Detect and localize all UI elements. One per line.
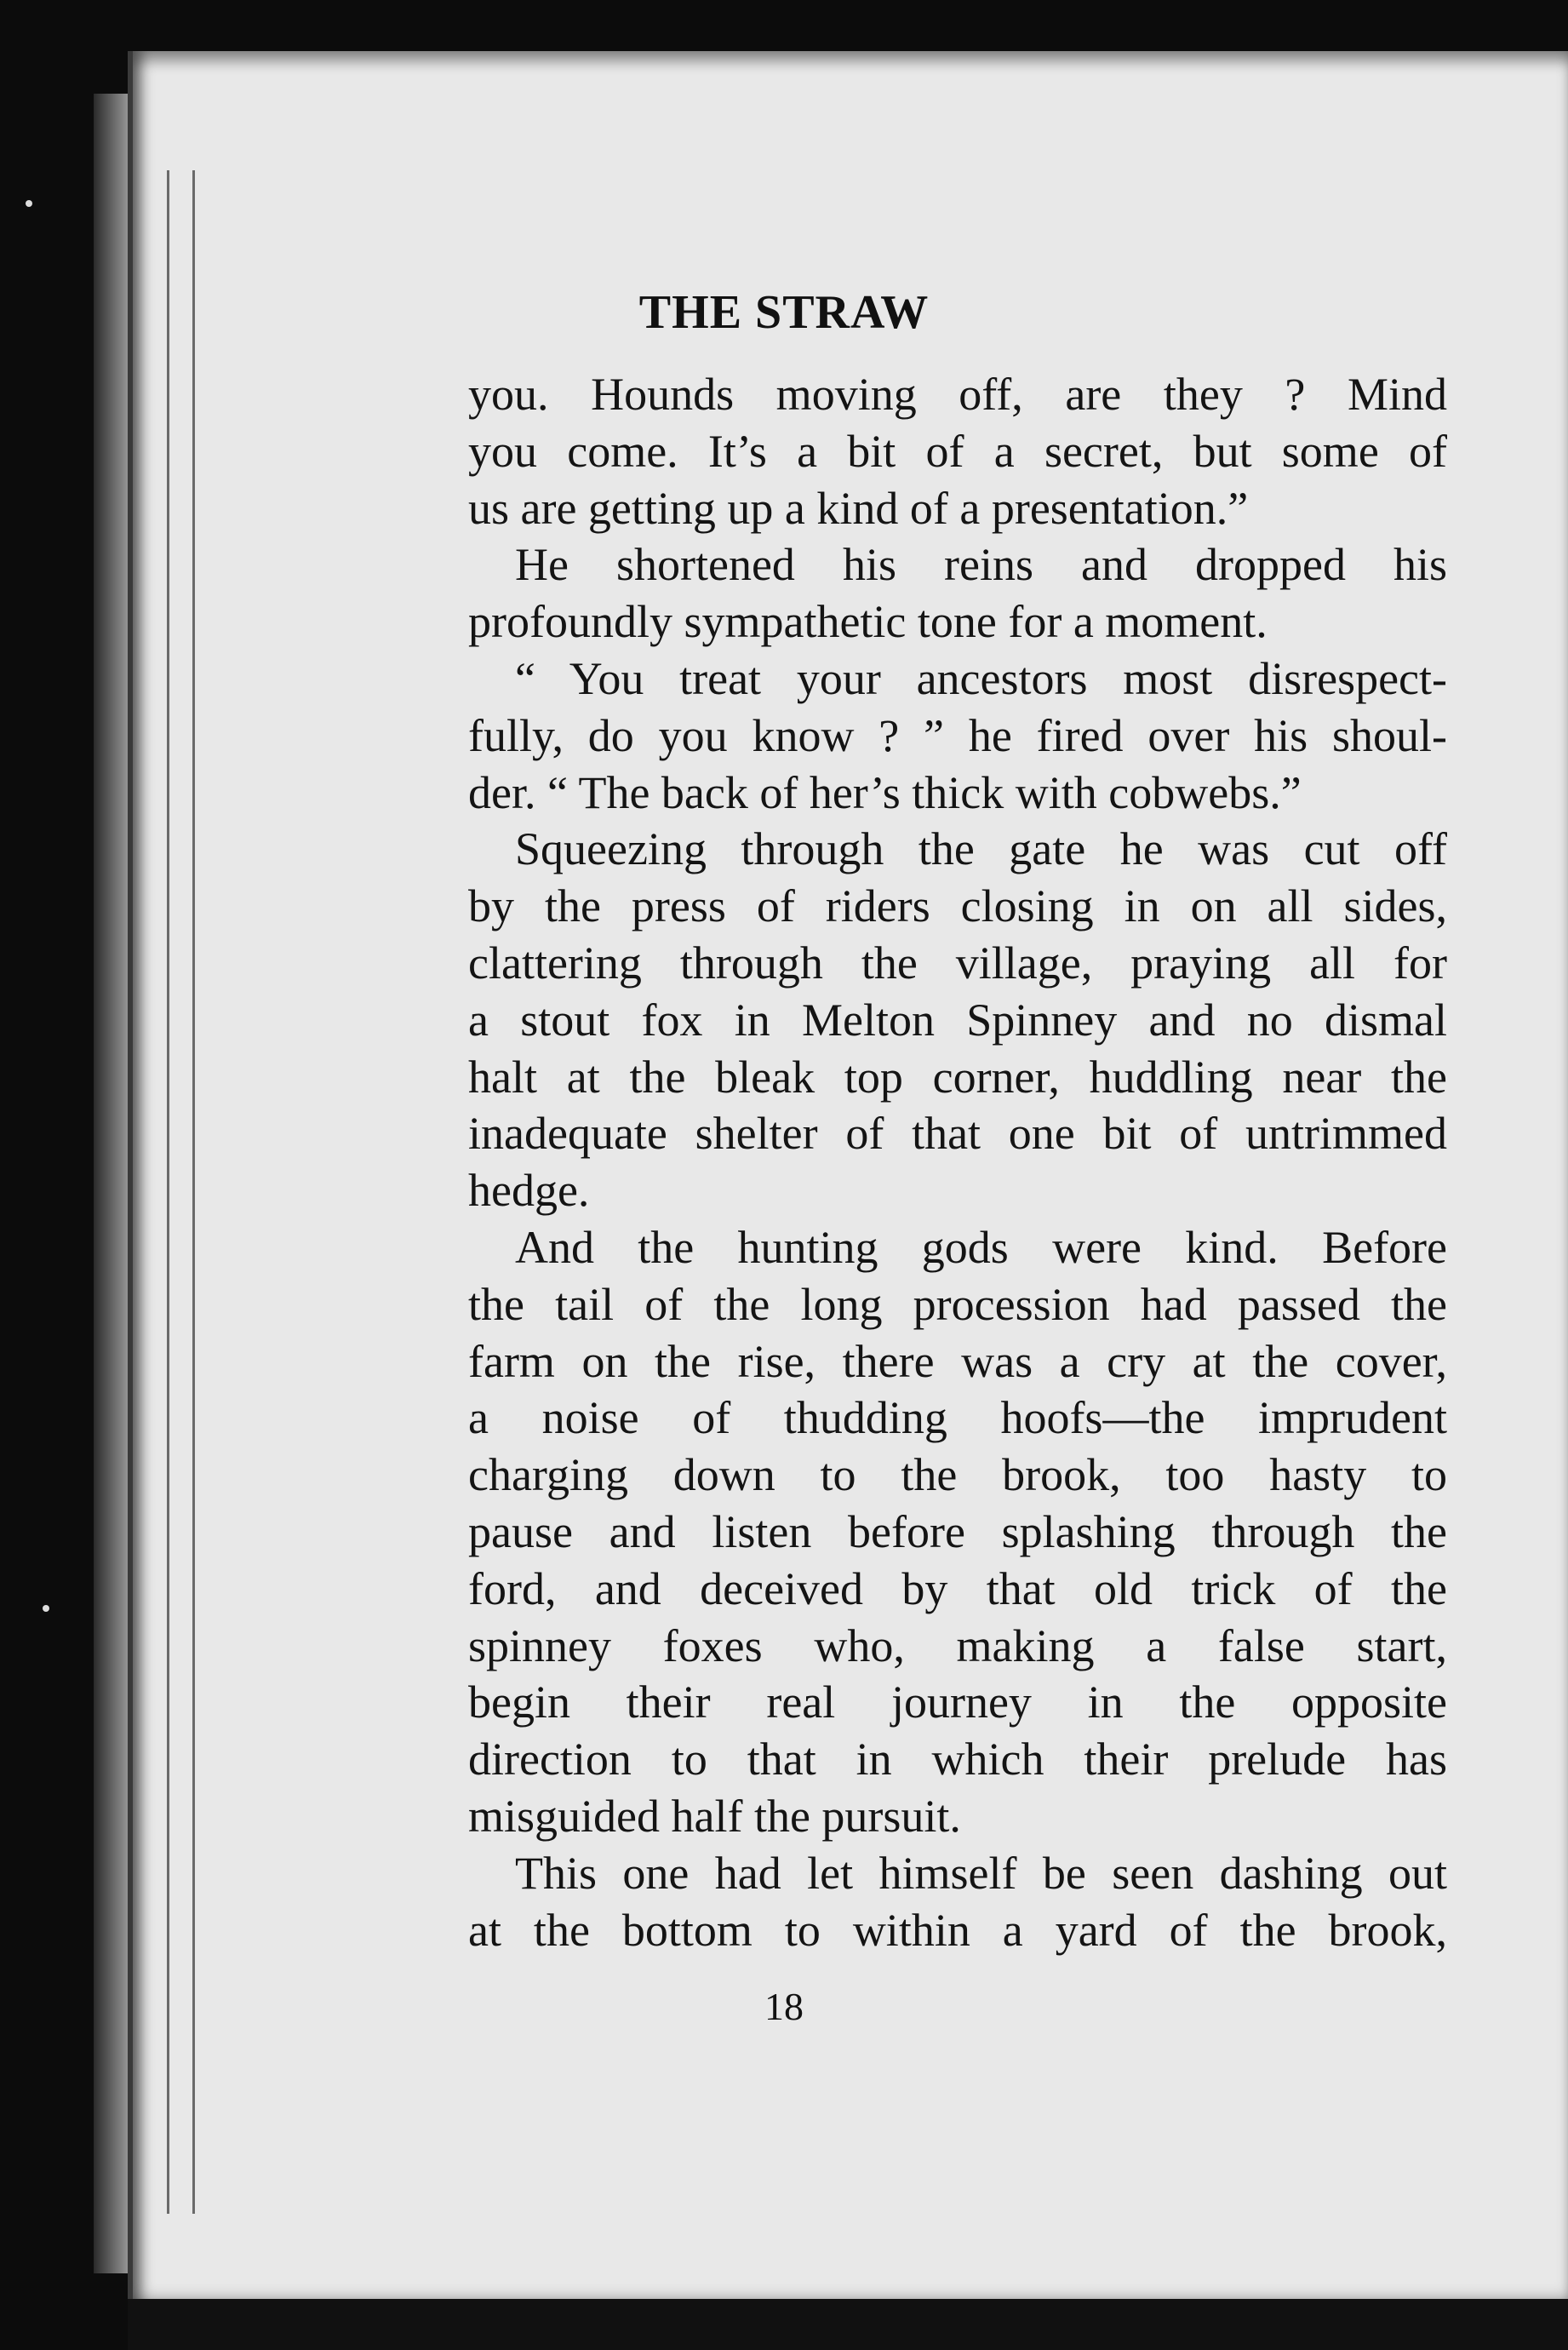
text-line: halt at the bleak top corner, huddling near the bbox=[468, 1051, 1447, 1103]
running-head: THE STRAW bbox=[638, 286, 930, 339]
text-line: clattering through the village, praying all for bbox=[468, 937, 1447, 989]
text-line: charging down to the brook, too hasty to bbox=[468, 1449, 1447, 1501]
text-line: a stout fox in Melton Spinney and no dismal bbox=[468, 994, 1447, 1046]
page-number: 18 bbox=[764, 1985, 804, 2028]
text-line: Squeezing through the gate he was cut off bbox=[515, 823, 1447, 875]
text-line: misguided half the pursuit. bbox=[468, 1790, 961, 1842]
text-line: a noise of thudding hoofs—the imprudent bbox=[468, 1392, 1447, 1444]
scan-speck bbox=[26, 200, 32, 207]
text-line: inadequate shelter of that one bit of untrimmed bbox=[468, 1108, 1447, 1160]
text-line: ford, and deceived by that old trick of the bbox=[468, 1562, 1447, 1614]
text-line: “ You treat your ancestors most disrespect- bbox=[515, 652, 1447, 704]
scan-speck bbox=[43, 1605, 49, 1612]
text-line: begin their real journey in the opposite bbox=[468, 1677, 1447, 1728]
text-line: you come. It’s a bit of a secret, but some of bbox=[468, 425, 1447, 477]
page-edge-rule bbox=[192, 170, 195, 2214]
text-line: the tail of the long procession had passed the bbox=[468, 1278, 1447, 1330]
text-line: us are getting up a kind of a presentation.” bbox=[468, 482, 1249, 534]
text-line: profoundly sympathetic tone for a moment. bbox=[468, 596, 1268, 648]
page-edge-rule bbox=[167, 170, 169, 2214]
text-line: spinney foxes who, making a false start, bbox=[468, 1619, 1447, 1671]
text-line: pause and listen before splashing through the bbox=[468, 1505, 1447, 1557]
text-line: fully, do you know ? ” he fired over his shoul- bbox=[468, 709, 1447, 761]
text-line: And the hunting gods were kind. Before bbox=[515, 1221, 1447, 1273]
text-line: der. “ The back of her’s thick with cobwebs.” bbox=[468, 766, 1302, 818]
text-line: direction to that in which their prelude has bbox=[468, 1734, 1447, 1785]
text-line: This one had let himself be seen dashing out bbox=[515, 1847, 1447, 1899]
text-line: He shortened his reins and dropped his bbox=[515, 539, 1447, 591]
text-line: at the bottom to within a yard of the brook, bbox=[468, 1904, 1447, 1956]
text-line: by the press of riders closing in on all sides, bbox=[468, 880, 1447, 932]
text-line: you. Hounds moving off, are they ? Mind bbox=[468, 369, 1447, 420]
text-line: farm on the rise, there was a cry at the cover, bbox=[468, 1335, 1447, 1387]
text-line: hedge. bbox=[468, 1165, 590, 1217]
body-text bbox=[468, 366, 1447, 1958]
scan-bottom-border bbox=[128, 2299, 1568, 2350]
